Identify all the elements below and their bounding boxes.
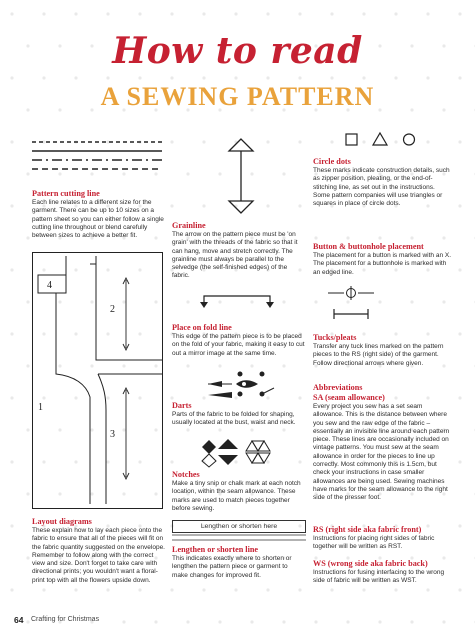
background-dot (282, 364, 285, 367)
layout-label-3: 3 (110, 429, 115, 440)
background-dot (410, 236, 413, 239)
background-dot (170, 204, 173, 207)
background-dot (442, 300, 445, 303)
layout-diagrams-body: These explain how to lay each piece onto the fabric to ensure that all of the pieces will fit on the fabric quantity suggested on the envelope. Remember to follow along with the correct view and size. Don't forget to take care with directional prints; you wouldn't want a floral-print top with all the flowers upside down. (32, 527, 165, 584)
layout-label-4: 4 (47, 280, 52, 291)
background-dot (138, 76, 141, 79)
background-dot (458, 588, 461, 591)
background-dot (250, 428, 253, 431)
cutting-line-heading: Pattern cutting line (32, 189, 100, 198)
background-dot (458, 76, 461, 79)
background-dot (218, 428, 221, 431)
background-dot (42, 12, 45, 15)
background-dot (346, 236, 349, 239)
background-dot (154, 620, 157, 623)
background-dot (282, 300, 285, 303)
background-dot (218, 364, 221, 367)
background-dot (10, 524, 13, 527)
background-dot (410, 620, 413, 623)
background-dot (378, 300, 381, 303)
background-dot (458, 396, 461, 399)
notches-heading: Notches (172, 470, 200, 479)
cutting-line-body: Each line relates to a different size for the garment. There can be up to 10 sizes on a pattern sheet so you can either follow a single cutting line throughout or blend carefully between sizes to achieve a better fit. (32, 199, 164, 240)
background-dot (26, 556, 29, 559)
buttons-body: The placement for a button is marked with an X. The placement for a buttonhole is marked with an edged line. (313, 252, 452, 276)
background-dot (314, 620, 317, 623)
background-dot (74, 12, 77, 15)
background-dot (234, 588, 237, 591)
circle-dots-body: These marks indicate construction details, such as zipper position, pleating, or the end-of-stitching line, as set out in the instructions. Some pattern companies will use triangles or squares in place of circle dots. (313, 167, 450, 208)
background-dot (458, 460, 461, 463)
background-dot (458, 268, 461, 271)
background-dot (10, 268, 13, 271)
grainline-body: The arrow on the pattern piece must be 'on grain' with the threads of the fabric so that it can hang, move and stretch correctly. The grainline must always be parallel to the selvedge (the self-finished edges) of the fabric. (172, 231, 298, 280)
tucks-heading: Tucks/pleats (313, 333, 357, 342)
background-dot (298, 204, 301, 207)
background-dot (282, 172, 285, 175)
background-dot (234, 12, 237, 15)
background-dot (170, 588, 173, 591)
background-dot (186, 300, 189, 303)
background-dot (298, 76, 301, 79)
buttons-heading: Button & buttonhole placement (313, 242, 424, 251)
sa-body: Every project you sew has a set seam allowance. This is the distance between where you sew and the raw edge of the fabric – essentially an invisible line around each pattern piece. These lines are occasionally included on vintage patterns. You must sew at the seam allowance in order for the pieces to line up correctly. Most commonly this is 1.5cm, but check your instructions in case smaller allowances are being used. Sewing machines have marks for the seam allowance to the right side of the presser foot. (313, 403, 450, 502)
background-dot (250, 620, 253, 623)
background-dot (458, 204, 461, 207)
background-dot (330, 140, 333, 143)
background-dot (442, 620, 445, 623)
cutting-lines-illustration (32, 140, 172, 170)
background-dot (202, 12, 205, 15)
background-dot (218, 620, 221, 623)
publication-name: Crafting for Christmas (31, 616, 100, 623)
background-dot (362, 12, 365, 15)
button-placement-icon (326, 284, 376, 326)
fold-line-body: This edge of the pattern piece is to be placed on the fold of your fabric, making it easy to cut out a mirror image at the same time. (172, 333, 305, 357)
background-dot (426, 12, 429, 15)
ws-body: Instructions for fusing interfacing to the wrong side of fabric will be written as WST. (313, 569, 445, 585)
background-dot (298, 140, 301, 143)
background-dot (234, 76, 237, 79)
grainline-heading: Grainline (172, 221, 206, 230)
background-dot (266, 76, 269, 79)
rs-body: Instructions for placing right sides of fabric together will be written as RST. (313, 535, 435, 551)
background-dot (458, 12, 461, 15)
background-dot (106, 76, 109, 79)
background-dot (250, 364, 253, 367)
background-dot (138, 12, 141, 15)
page-subtitle: A SEWING PATTERN (100, 82, 375, 111)
darts-heading: Darts (172, 401, 192, 410)
background-dot (106, 12, 109, 15)
background-dot (378, 620, 381, 623)
ws-heading: WS (wrong side aka fabric back) (313, 559, 428, 568)
background-dot (314, 236, 317, 239)
fold-line-heading: Place on fold line (172, 323, 232, 332)
background-dot (266, 588, 269, 591)
background-dot (26, 492, 29, 495)
tucks-body: Transfer any tuck lines marked on the pattern pieces to the RS (right side) of the garment. Follow directional arrows where given. (313, 343, 444, 367)
background-dot (426, 76, 429, 79)
lengthen-shorten-box: Lengthen or shorten here (172, 520, 306, 533)
circle-dots-icon (342, 132, 422, 156)
background-dot (298, 396, 301, 399)
background-dot (10, 588, 13, 591)
background-dot (298, 460, 301, 463)
fold-line-icon (196, 288, 278, 310)
background-dot (42, 588, 45, 591)
background-dot (10, 332, 13, 335)
background-dot (202, 76, 205, 79)
abbreviations-heading: Abbreviations (313, 383, 363, 392)
background-dot (186, 620, 189, 623)
background-dot (170, 76, 173, 79)
background-dot (378, 236, 381, 239)
background-dot (10, 460, 13, 463)
background-dot (426, 140, 429, 143)
background-dot (282, 428, 285, 431)
background-dot (186, 364, 189, 367)
background-dot (394, 12, 397, 15)
background-dot (458, 140, 461, 143)
notches-body: Make a tiny snip or chalk mark at each notch location, within the seam allowance. These marks are used to match pieces together before sewing. (172, 480, 301, 512)
circle-dots-heading: Circle dots (313, 157, 351, 166)
background-dot (106, 588, 109, 591)
layout-diagrams-heading: Layout diagrams (32, 517, 92, 526)
background-dot (426, 588, 429, 591)
background-dot (26, 236, 29, 239)
background-dot (394, 588, 397, 591)
background-dot (10, 76, 13, 79)
background-dot (202, 204, 205, 207)
background-dot (314, 300, 317, 303)
layout-diagram (32, 252, 172, 510)
background-dot (330, 76, 333, 79)
background-dot (266, 12, 269, 15)
background-dot (410, 300, 413, 303)
lengthen-lines-icon (172, 534, 306, 542)
background-dot (26, 364, 29, 367)
background-dot (266, 140, 269, 143)
background-dot (458, 332, 461, 335)
background-dot (442, 236, 445, 239)
background-dot (58, 172, 61, 175)
notches-icon (198, 437, 274, 467)
background-dot (10, 140, 13, 143)
background-dot (26, 300, 29, 303)
background-dot (202, 588, 205, 591)
darts-body: Parts of the fabric to be folded for shaping, usually located at the bust, waist and neck. (172, 411, 296, 427)
lengthen-body: This indicates exactly where to shorten or lengthen the pattern piece or garment to make changes for improved fit. (172, 555, 292, 579)
background-dot (10, 204, 13, 207)
background-dot (266, 204, 269, 207)
rs-heading: RS (right side aka fabric front) (313, 525, 422, 534)
page-number: 64 (14, 615, 24, 625)
background-dot (154, 172, 157, 175)
background-dot (42, 76, 45, 79)
background-dot (26, 428, 29, 431)
background-dot (330, 588, 333, 591)
layout-label-1: 1 (38, 402, 43, 413)
background-dot (122, 172, 125, 175)
background-dot (186, 428, 189, 431)
background-dot (186, 172, 189, 175)
grainline-arrow-icon (226, 137, 256, 217)
background-dot (202, 140, 205, 143)
background-dot (362, 588, 365, 591)
background-dot (298, 12, 301, 15)
background-dot (10, 12, 13, 15)
background-dot (362, 76, 365, 79)
page-title: How to read (112, 30, 363, 72)
background-dot (74, 588, 77, 591)
background-dot (74, 76, 77, 79)
background-dot (298, 588, 301, 591)
darts-icon (202, 370, 282, 398)
background-dot (394, 76, 397, 79)
background-dot (282, 620, 285, 623)
background-dot (346, 620, 349, 623)
background-dot (170, 12, 173, 15)
background-dot (10, 396, 13, 399)
background-dot (138, 588, 141, 591)
background-dot (90, 172, 93, 175)
background-dot (26, 620, 29, 623)
background-dot (218, 172, 221, 175)
background-dot (122, 620, 125, 623)
layout-label-2: 2 (110, 304, 115, 315)
lengthen-heading: Lengthen or shorten line (172, 545, 259, 554)
sa-heading: SA (seam allowance) (313, 393, 385, 402)
background-dot (26, 172, 29, 175)
background-dot (330, 12, 333, 15)
background-dot (458, 524, 461, 527)
